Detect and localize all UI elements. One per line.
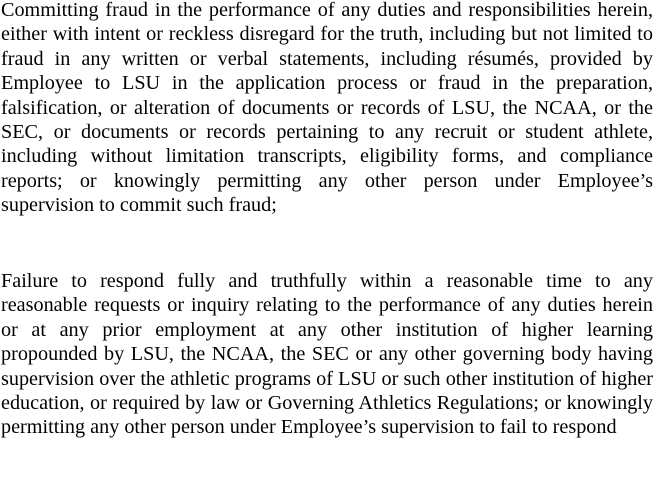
paragraph-failure-to-respond-clause: Failure to respond fully and truthfully within a reasonable time to any reasonable requests or inquiry relating to the performance of any duties herein or at any prior employment at any other institution of higher learning propounded by LSU, the NCAA, the SEC or any other governing body having supervision over the athletic programs of LSU or such other institution of higher education, or required by law or Governing Athletics Regulations; or knowingly permitting any other person under Employee’s supervision to fail to respond [1,270,653,439]
paragraph-fraud-clause: Committing fraud in the performance of any duties and responsibilities herein, either with intent or reckless disregard for the truth, including but not limited to fraud in any written or verbal statements, including résumés, provided by Employee to LSU in the application process or fraud in the preparation, falsification, or alteration of documents or records of LSU, the NCAA, or the SEC, or documents or records pertaining to any recruit or student athlete, including without limitation transcripts, eligibility forms, and compliance reports; or knowingly permitting any other person under Employee’s supervision to commit such fraud; [1,0,653,217]
